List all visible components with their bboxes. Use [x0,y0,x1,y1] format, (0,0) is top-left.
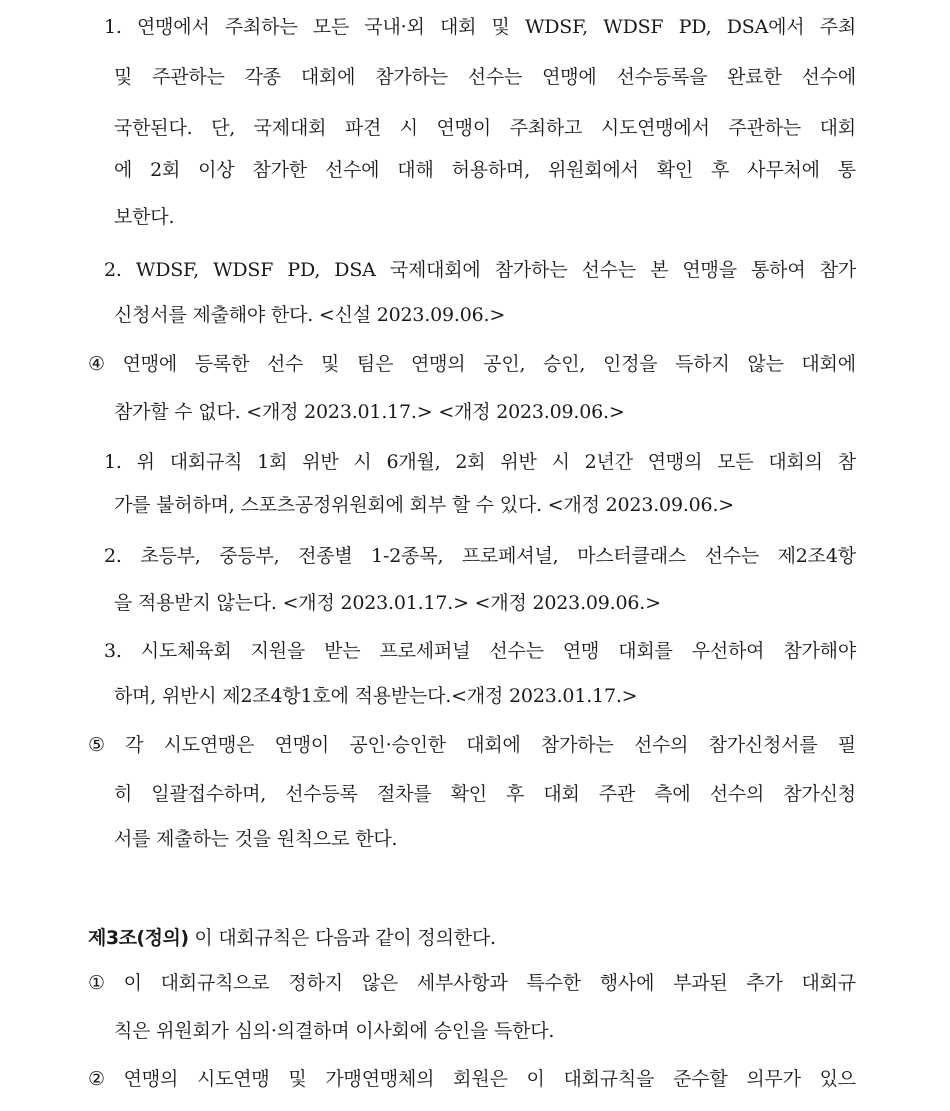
word: 참가신청서를 [708,734,818,756]
word: 선수등록을 [616,66,708,88]
word: DSA [334,259,376,281]
word: 선수의 [633,734,689,756]
word: 대회규칙 [169,451,243,473]
word: 지원을 [250,640,306,662]
text-line: 보한다. [114,206,175,228]
word: 시 [399,117,418,139]
word: 선수등록 [285,783,358,805]
word: 필 [837,734,856,756]
word: 시도체육회 [140,640,232,662]
word: 연맹의 [123,1068,179,1090]
word: 특수한 [526,972,581,994]
word: 참가하는 [540,734,614,756]
word: 확인 [450,783,487,805]
word: 전종별 [298,545,353,567]
word: 대회에 [801,353,856,375]
article-label: 제3조(정의) [88,927,189,949]
word: 후 [711,159,730,181]
word: 참가한 [252,159,307,181]
word: 주최 [819,16,856,38]
word: 대회규 [801,972,856,994]
word: 추가 [746,972,783,994]
word: 단, [211,117,236,139]
word: 선수 [266,353,304,375]
word: 대회를 [618,640,673,662]
word: 않는 [747,353,784,375]
word: 연맹에서 [137,16,210,38]
word: 초등부, [140,545,201,567]
text-line [114,158,856,182]
word: 모든 [717,451,754,473]
text-line: 가를 불허하며, 스포츠공정위원회에 회부 할 수 있다. <개정 2023.09.06.> [114,494,735,516]
word: 각 [125,734,144,756]
word: 공인·승인한 [349,734,446,756]
text-line [114,65,856,89]
article-heading [88,926,496,950]
word: 세부사항과 [416,972,508,994]
word: 위반 [500,451,537,473]
word: WDSF, [135,259,199,281]
word: 프로페셔널, [461,545,559,567]
word: 측에 [654,783,691,805]
word: 선수에 [801,66,856,88]
word: 주관 [598,783,636,805]
word: 시도연맹은 [163,734,255,756]
word: ① [88,972,105,994]
word: 2년간 [584,451,633,473]
word: 참가해야 [783,640,856,662]
word: 회원은 [453,1068,508,1090]
word: 국제대회에 [389,259,481,281]
word: 완료한 [727,66,782,88]
word: 및 [321,353,340,375]
word: 중등부, [219,545,280,567]
word: 각종 [244,66,281,88]
word: 사무처에 [747,159,820,181]
word: 득하지 [675,353,730,375]
word: 연맹에 [122,353,178,375]
text-line [104,450,856,474]
word: ② [88,1068,105,1090]
word: 연맹이 [436,117,491,139]
text-line: 하며, 위반시 제2조4항1호에 적용받는다.<개정 2023.01.17.> [114,685,638,707]
word: 공인, [483,353,526,375]
word: 대회 [439,16,477,38]
text-line [88,733,856,757]
word: 선수는 [467,66,523,88]
word: 위 [136,451,155,473]
word: 허용하며, [451,159,531,181]
word: 연맹 [562,640,600,662]
word: WDSF [603,16,664,38]
word: 연맹이 [274,734,330,756]
word: 및 [114,66,133,88]
word: 대회에 [300,66,356,88]
word: 시도연맹 [196,1068,270,1090]
word: 팀은 [356,353,394,375]
text-line: 참가할 수 없다. <개정 2023.01.17.> <개정 2023.09.06.> [114,401,625,423]
word: 주관하는 [728,117,801,139]
word: 대해 [397,159,434,181]
word: 국제대회 [253,117,327,139]
word: 가맹연맹체의 [325,1068,435,1090]
word: 시도연맹에서 [600,117,710,139]
word: 이 [123,972,142,994]
word: 주최하는 [224,16,298,38]
word: 통 [837,159,856,181]
word: 우선하여 [691,640,765,662]
word: 확인 [656,159,694,181]
word: 대회에 [466,734,521,756]
word: 및 [288,1068,307,1090]
word: 1회 [257,451,288,473]
word: 2회 [455,451,486,473]
word: 연맹의 [647,451,703,473]
text-line [88,971,856,995]
word: 준수할 [673,1068,728,1090]
word: 이 [526,1068,545,1090]
word: 본 [650,259,669,281]
word: 6개월, [386,451,441,473]
text-line: 서를 제출하는 것을 원칙으로 한다. [114,828,398,850]
word: 부과된 [673,972,728,994]
word: 선수에 [324,159,380,181]
word: 2회 [150,159,181,181]
word: 선수는 [489,640,544,662]
word: 행사에 [599,972,655,994]
word: 참가하는 [375,66,448,88]
word: 연맹의 [410,353,466,375]
word: 대회 [543,783,580,805]
word: 선수는 [581,259,636,281]
word: 프로세퍼널 [379,640,471,662]
word: 통하여 [751,259,806,281]
word: 연맹을 [682,259,737,281]
word: 후 [506,783,525,805]
word: 절차를 [376,783,432,805]
word: 선수는 [704,545,760,567]
word: 이상 [198,159,235,181]
word: 1-2종목, [371,545,444,567]
word: 대회 [819,117,856,139]
word: 선수의 [709,783,765,805]
word: 국한된다. [114,117,193,139]
word: 파견 [344,117,382,139]
word: 대회규칙으로 [160,972,270,994]
word: 히 [114,783,133,805]
word: 받는 [324,640,361,662]
word: 1. [104,451,122,473]
text-line [104,15,856,39]
word: 참가 [819,259,856,281]
text-line: 을 적용받지 않는다. <개정 2023.01.17.> <개정 2023.09.06.> [114,592,661,614]
word: 마스터클래스 [577,545,687,567]
word: 위원회에서 [548,159,639,181]
word: 정하지 [288,972,343,994]
word: 승인, [543,353,586,375]
text-line [104,258,856,282]
word: 주최하고 [509,117,583,139]
word: WDSF [213,259,274,281]
word: 주관하는 [152,66,225,88]
word: 제2조4항 [777,545,856,567]
word: 2. [104,545,122,567]
article-text: 이 대회규칙은 다음과 같이 정의한다. [194,927,496,949]
word: 참 [837,451,856,473]
word: 및 [491,16,510,38]
word: 시 [353,451,372,473]
word: 일괄접수하며, [151,783,267,805]
text-line [114,116,856,140]
word: 있으 [819,1068,856,1090]
text-line: 칙은 위원회가 심의·의결하며 이사회에 승인을 득한다. [114,1020,555,1042]
word: 에 [114,159,133,181]
word: DSA에서 [726,16,805,38]
word: 2. [104,259,122,281]
word: 않은 [361,972,399,994]
text-line [114,782,856,806]
word: ⑤ [88,734,105,756]
word: 시 [551,451,570,473]
text-line [88,1067,856,1091]
word: 인정을 [602,353,658,375]
word: 참가하는 [494,259,568,281]
word: PD, [287,259,321,281]
word: PD, [678,16,712,38]
word: 모든 [312,16,350,38]
text-line [88,352,856,376]
word: 연맹에 [542,66,597,88]
word: 3. [104,640,122,662]
word: ④ [88,353,105,375]
word: 위반 [302,451,339,473]
word: 대회규칙을 [563,1068,655,1090]
word: 1. [104,16,122,38]
word: 대회의 [768,451,823,473]
word: WDSF, [524,16,588,38]
text-line: 신청서를 제출해야 한다. <신설 2023.09.06.> [114,304,506,326]
word: 참가신청 [783,783,856,805]
word: 등록한 [194,353,250,375]
text-line [104,639,856,663]
word: 의무가 [746,1068,801,1090]
word: 국내·외 [364,16,425,38]
text-line [104,544,856,568]
